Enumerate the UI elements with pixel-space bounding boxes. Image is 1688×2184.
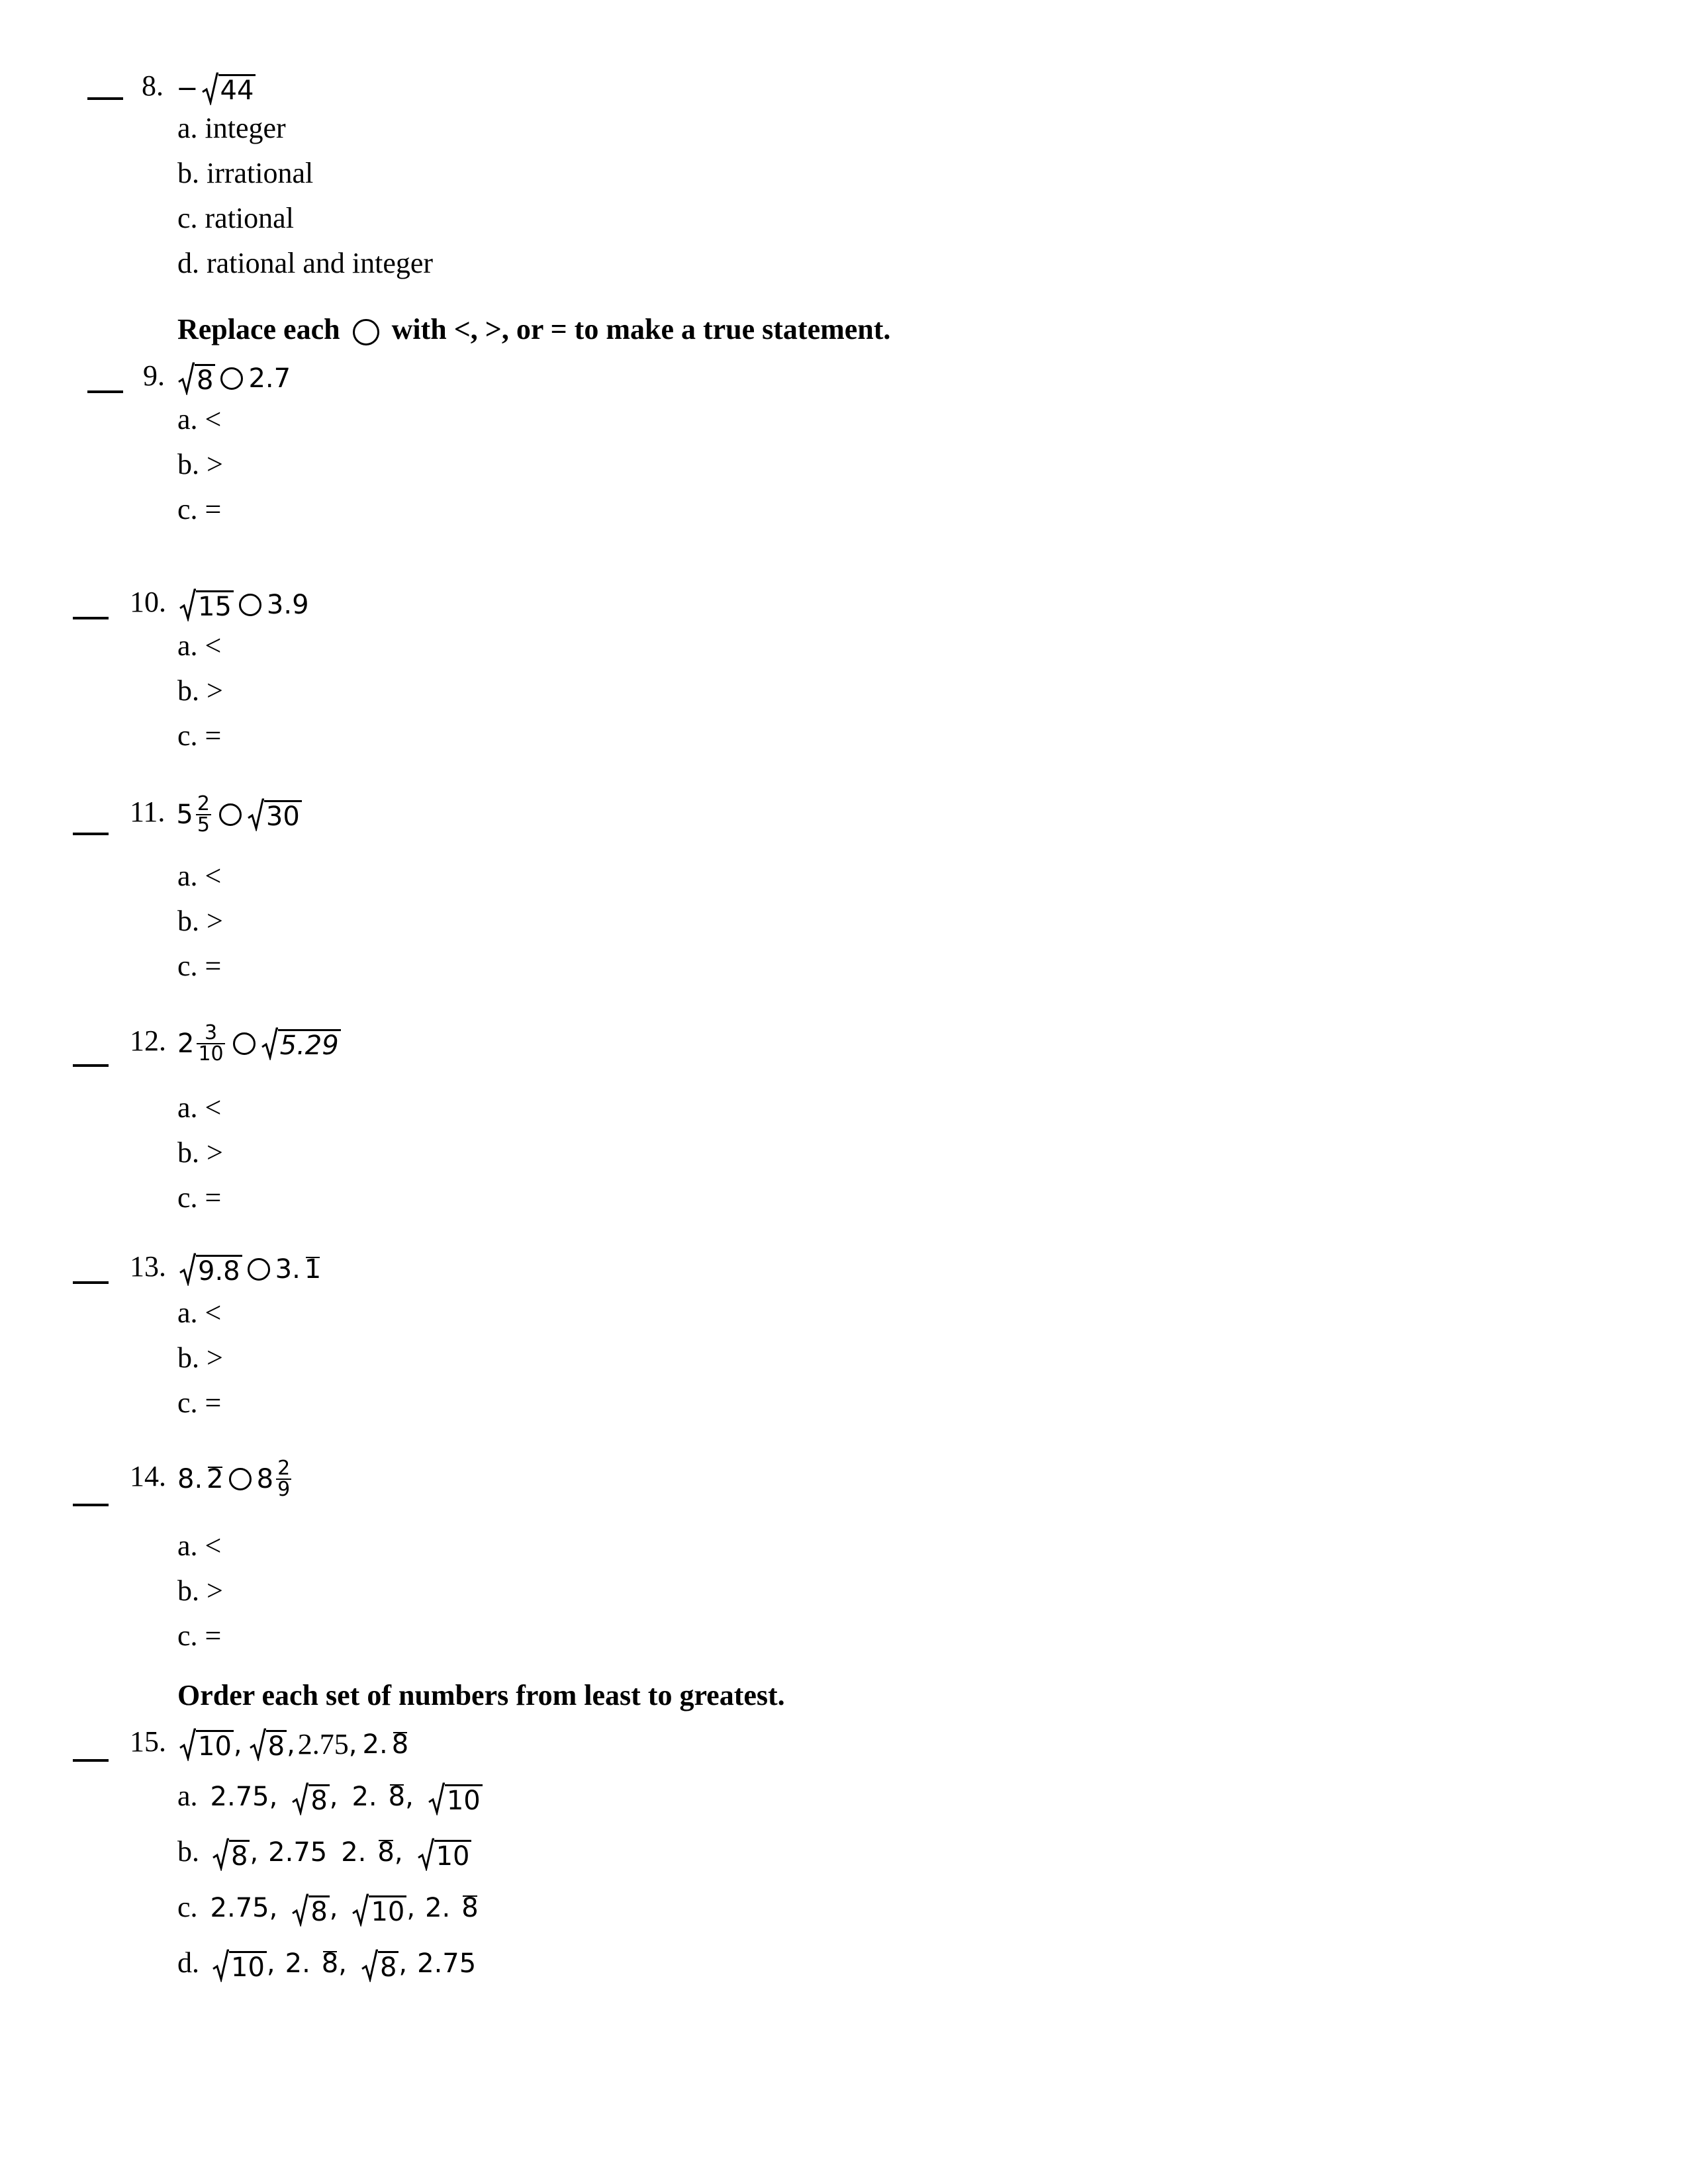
decimal-value: 2.75 bbox=[210, 1782, 269, 1812]
comma: , bbox=[287, 1729, 295, 1760]
radical-sign-icon bbox=[428, 1782, 445, 1815]
choice-13b[interactable]: b. > bbox=[177, 1342, 223, 1374]
choice-13c[interactable]: c. = bbox=[177, 1387, 222, 1419]
numerator: 2 bbox=[197, 792, 210, 815]
choice-10c[interactable]: c. = bbox=[177, 719, 222, 752]
choice-8d[interactable]: d. rational and integer bbox=[177, 247, 434, 279]
radical bbox=[261, 1027, 341, 1060]
numerator: 2 bbox=[277, 1457, 291, 1480]
left-operand-int: 8. bbox=[177, 1464, 203, 1494]
repeating-int: 2. bbox=[285, 1948, 310, 1979]
radical-sign-icon bbox=[201, 72, 218, 105]
comma: , bbox=[266, 1948, 275, 1979]
choice-14c[interactable]: c. = bbox=[177, 1619, 222, 1652]
question-11 bbox=[130, 794, 302, 835]
mixed-whole: 2 bbox=[177, 1028, 195, 1059]
radical-sign-icon bbox=[179, 1253, 196, 1286]
choice-letter: c. bbox=[177, 1891, 198, 1923]
right-operand-int: 3. bbox=[275, 1253, 301, 1285]
choice-13a[interactable]: a. < bbox=[177, 1297, 222, 1329]
question-number: 10. bbox=[130, 586, 166, 618]
radical bbox=[212, 1838, 250, 1871]
comparison-circle-icon bbox=[229, 1468, 252, 1490]
question-expression bbox=[176, 794, 301, 835]
question-12 bbox=[130, 1023, 341, 1064]
choice-12b[interactable]: b. > bbox=[177, 1136, 223, 1169]
radicand: 44 bbox=[218, 74, 256, 105]
comma: , bbox=[233, 1729, 242, 1760]
radical bbox=[179, 1728, 234, 1761]
repeating-int: 2. bbox=[362, 1729, 388, 1760]
repeating-digit: 8 bbox=[388, 1782, 406, 1812]
radicand: 10 bbox=[229, 1951, 267, 1982]
question-number: 13. bbox=[130, 1250, 166, 1283]
choice-8a[interactable]: a. integer bbox=[177, 112, 286, 144]
radical bbox=[212, 1949, 267, 1982]
choice-11c[interactable]: c. = bbox=[177, 950, 222, 982]
instruction-text-before: Replace each bbox=[177, 313, 340, 345]
repeating-digit: 8 bbox=[391, 1729, 409, 1760]
answer-blank-15[interactable] bbox=[73, 1759, 109, 1762]
choice-letter: a. bbox=[177, 1780, 198, 1812]
choice-9b[interactable]: b. > bbox=[177, 448, 223, 480]
minus-sign: − bbox=[176, 73, 199, 104]
radical-sign-icon bbox=[179, 588, 196, 621]
repeating-int: 2. bbox=[425, 1893, 451, 1923]
radical-sign-icon bbox=[179, 1728, 196, 1761]
radicand: 9.8 bbox=[196, 1255, 242, 1286]
radical-sign-icon bbox=[352, 1893, 369, 1927]
comma: , bbox=[406, 1893, 416, 1923]
question-15 bbox=[130, 1727, 408, 1761]
comma: , bbox=[269, 1893, 278, 1923]
decimal-value: 2.75 bbox=[268, 1837, 328, 1868]
question-expression bbox=[177, 1023, 341, 1064]
choice-11b[interactable]: b. > bbox=[177, 905, 223, 937]
repeating-int: 2. bbox=[352, 1782, 377, 1812]
radicand: 8 bbox=[195, 364, 215, 395]
question-expression bbox=[179, 1253, 321, 1286]
answer-blank-9[interactable] bbox=[87, 390, 123, 393]
radicand: 8 bbox=[266, 1730, 287, 1761]
question-number: 8. bbox=[142, 69, 164, 102]
denominator: 9 bbox=[277, 1478, 291, 1501]
fraction bbox=[197, 1023, 224, 1064]
mixed-whole: 5 bbox=[176, 799, 193, 830]
answer-blank-8[interactable] bbox=[87, 97, 123, 100]
repeating-digit: 2 bbox=[207, 1464, 224, 1494]
question-8 bbox=[142, 71, 256, 105]
radicand: 5.29 bbox=[278, 1029, 341, 1060]
choice-8b[interactable]: b. irrational bbox=[177, 157, 314, 189]
radical bbox=[247, 798, 302, 831]
comparison-circle-icon bbox=[239, 594, 261, 616]
radical-sign-icon bbox=[212, 1949, 229, 1982]
radical bbox=[179, 1253, 242, 1286]
answer-blank-11[interactable] bbox=[73, 833, 109, 835]
denominator: 10 bbox=[198, 1042, 224, 1066]
mixed-whole: 8 bbox=[256, 1464, 274, 1494]
decimal-value: 2.75 bbox=[210, 1893, 269, 1923]
choice-9c[interactable]: c. = bbox=[177, 493, 222, 525]
choice-15c[interactable] bbox=[177, 1893, 479, 1927]
radicand: 30 bbox=[264, 800, 302, 831]
question-number: 14. bbox=[130, 1460, 166, 1493]
answer-blank-12[interactable] bbox=[73, 1064, 109, 1067]
choice-14a[interactable]: a. < bbox=[177, 1529, 222, 1562]
comma: , bbox=[405, 1782, 414, 1812]
radical bbox=[417, 1838, 472, 1871]
comma: , bbox=[399, 1948, 408, 1979]
choice-9a[interactable]: a. < bbox=[177, 403, 222, 435]
question-expression bbox=[179, 1728, 408, 1761]
radical bbox=[177, 362, 215, 395]
choice-12c[interactable]: c. = bbox=[177, 1181, 222, 1214]
question-number: 15. bbox=[130, 1725, 166, 1758]
radical bbox=[201, 72, 256, 105]
question-number: 9. bbox=[143, 359, 165, 392]
radicand: 8 bbox=[229, 1840, 250, 1871]
radical bbox=[291, 1782, 329, 1815]
choice-11a[interactable]: a. < bbox=[177, 860, 222, 892]
instruction-text-after: with <, >, or = to make a true statement. bbox=[391, 313, 891, 345]
comma: , bbox=[329, 1782, 338, 1812]
instruction-order: Order each set of numbers from least to greatest. bbox=[177, 1679, 785, 1711]
radical bbox=[361, 1949, 399, 1982]
repeating-digit: 8 bbox=[377, 1837, 395, 1868]
choice-15b[interactable] bbox=[177, 1837, 471, 1871]
question-expression bbox=[179, 588, 309, 621]
right-operand: 2.7 bbox=[248, 363, 291, 394]
radicand: 10 bbox=[434, 1840, 472, 1871]
question-number: 12. bbox=[130, 1024, 166, 1058]
radicand: 10 bbox=[196, 1730, 234, 1761]
answer-blank-14[interactable] bbox=[73, 1504, 109, 1506]
radicand: 10 bbox=[369, 1895, 406, 1927]
comparison-circle-icon bbox=[248, 1258, 270, 1281]
decimal-value: 2.75 bbox=[417, 1948, 477, 1979]
choice-15d[interactable] bbox=[177, 1948, 476, 1982]
question-14 bbox=[130, 1459, 294, 1500]
choice-8c[interactable]: c. rational bbox=[177, 202, 294, 234]
question-9 bbox=[143, 361, 291, 395]
radical-sign-icon bbox=[291, 1893, 308, 1927]
radical bbox=[179, 588, 234, 621]
choice-12a[interactable]: a. < bbox=[177, 1091, 222, 1124]
radicand: 10 bbox=[445, 1784, 483, 1815]
radical bbox=[428, 1782, 483, 1815]
radicand: 15 bbox=[196, 590, 234, 621]
circle-icon bbox=[353, 319, 379, 345]
radical-sign-icon bbox=[247, 798, 264, 831]
choice-15a[interactable] bbox=[177, 1782, 483, 1815]
question-10 bbox=[130, 588, 309, 621]
radical-sign-icon bbox=[261, 1027, 278, 1060]
repeating-digit: 8 bbox=[461, 1893, 479, 1923]
right-operand: 3.9 bbox=[266, 589, 309, 620]
comma: , bbox=[250, 1837, 259, 1868]
question-expression bbox=[177, 1459, 294, 1500]
radical-sign-icon bbox=[212, 1838, 229, 1871]
radicand: 8 bbox=[378, 1951, 399, 1982]
repeating-digit: 1 bbox=[304, 1253, 322, 1285]
choice-10b[interactable]: b. > bbox=[177, 674, 223, 707]
answer-blank-13[interactable] bbox=[73, 1281, 109, 1284]
radical bbox=[249, 1728, 287, 1761]
repeating-digit: 8 bbox=[321, 1948, 339, 1979]
question-expression bbox=[177, 362, 291, 395]
choice-14b[interactable]: b. > bbox=[177, 1574, 223, 1607]
radical-sign-icon bbox=[291, 1782, 308, 1815]
radical-sign-icon bbox=[361, 1949, 378, 1982]
choice-letter: b. bbox=[177, 1835, 199, 1868]
choice-letter: d. bbox=[177, 1946, 199, 1979]
repeating-int: 2. bbox=[341, 1837, 367, 1868]
decimal-value: 2.75 bbox=[297, 1727, 349, 1760]
question-number: 11. bbox=[130, 796, 165, 829]
radicand: 8 bbox=[308, 1784, 329, 1815]
comparison-circle-icon bbox=[220, 367, 243, 390]
radical bbox=[291, 1893, 329, 1927]
comma: , bbox=[348, 1729, 357, 1760]
comma: , bbox=[269, 1782, 278, 1812]
comma: , bbox=[329, 1893, 338, 1923]
answer-blank-10[interactable] bbox=[73, 617, 109, 619]
radicand: 8 bbox=[308, 1895, 329, 1927]
radical-sign-icon bbox=[417, 1838, 434, 1871]
fraction bbox=[276, 1459, 291, 1500]
denominator: 5 bbox=[197, 813, 210, 837]
comparison-circle-icon bbox=[219, 803, 242, 826]
numerator: 3 bbox=[205, 1021, 218, 1044]
radical-sign-icon bbox=[177, 362, 195, 395]
radical bbox=[352, 1893, 406, 1927]
instruction-compare bbox=[177, 315, 890, 345]
fraction bbox=[196, 794, 211, 835]
question-13 bbox=[130, 1252, 321, 1286]
comma: , bbox=[338, 1948, 347, 1979]
radical-sign-icon bbox=[249, 1728, 266, 1761]
comma: , bbox=[394, 1837, 403, 1868]
comparison-circle-icon bbox=[233, 1032, 256, 1055]
question-expression bbox=[171, 72, 256, 105]
choice-10a[interactable]: a. < bbox=[177, 629, 222, 662]
